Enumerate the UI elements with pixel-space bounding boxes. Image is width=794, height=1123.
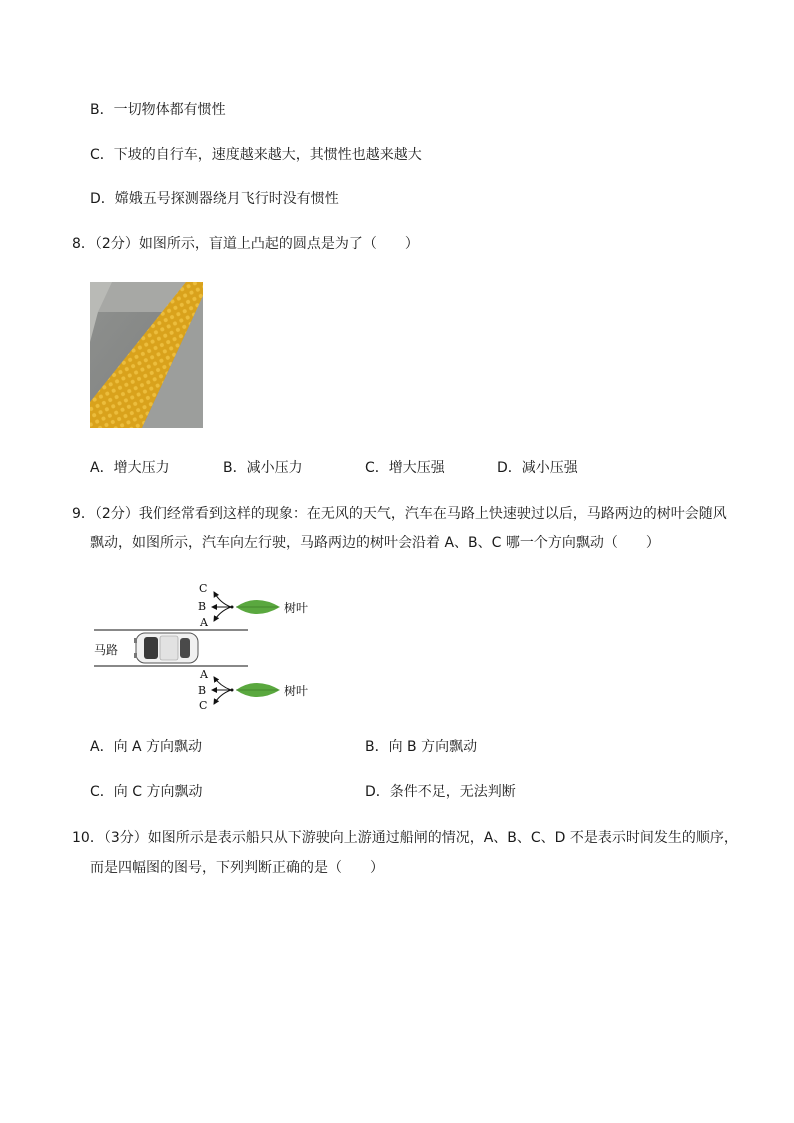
q8-option-c: C．增大压强 bbox=[365, 460, 445, 476]
q9-stem-line2: 飘动，如图所示，汽车向左行驶，马路两边的树叶会沿着 A、B、C 哪一个方向飘动（ ） bbox=[90, 535, 660, 551]
q9-option-a: A．向 A 方向飘动 bbox=[90, 739, 203, 755]
car-icon bbox=[134, 633, 198, 663]
top-label-a: A bbox=[200, 616, 208, 629]
bottom-label-b: B bbox=[198, 684, 207, 697]
q10-stem-line2: 而是四幅图的图号，下列判断正确的是（ ） bbox=[90, 860, 384, 876]
bottom-label-a: A bbox=[200, 668, 208, 681]
top-direction-arrows bbox=[212, 592, 234, 621]
q8-option-a: A．增大压力 bbox=[90, 460, 170, 476]
q7-option-c: C．下坡的自行车，速度越来越大，其惯性也越来越大 bbox=[90, 147, 422, 163]
bottom-leaf-label: 树叶 bbox=[284, 684, 309, 698]
bottom-direction-arrows bbox=[212, 677, 234, 704]
q7-option-d: D．嫦娥五号探测器绕月飞行时没有惯性 bbox=[90, 191, 339, 207]
leaf-icon-bottom bbox=[236, 683, 280, 697]
road-leaf-diagram bbox=[88, 578, 328, 714]
leaf-icon-top bbox=[236, 600, 280, 614]
q7-option-b: B．一切物体都有惯性 bbox=[90, 102, 226, 118]
top-leaf-label: 树叶 bbox=[284, 601, 309, 615]
q9-option-d: D．条件不足，无法判断 bbox=[365, 784, 516, 800]
q9-option-c: C．向 C 方向飘动 bbox=[90, 784, 203, 800]
top-label-c: C bbox=[199, 582, 208, 595]
q10-stem-line1: 10．（3分）如图所示是表示船只从下游驶向上游通过船闸的情况，A、B、C、D 不是表示时间发生的顺序， bbox=[72, 830, 738, 846]
top-label-b: B bbox=[198, 600, 207, 613]
q8-option-d: D．减小压强 bbox=[497, 460, 578, 476]
road-label: 马路 bbox=[94, 643, 119, 657]
tactile-paving-photo bbox=[90, 282, 203, 428]
bottom-label-c: C bbox=[199, 699, 208, 712]
q9-option-b: B．向 B 方向飘动 bbox=[365, 739, 478, 755]
q9-stem-line1: 9．（2分）我们经常看到这样的现象：在无风的天气，汽车在马路上快速驶过以后，马路两边的树叶会随风 bbox=[72, 506, 727, 522]
q8-stem: 8．（2分）如图所示，盲道上凸起的圆点是为了（ ） bbox=[72, 236, 419, 252]
q8-option-b: B．减小压力 bbox=[223, 460, 303, 476]
